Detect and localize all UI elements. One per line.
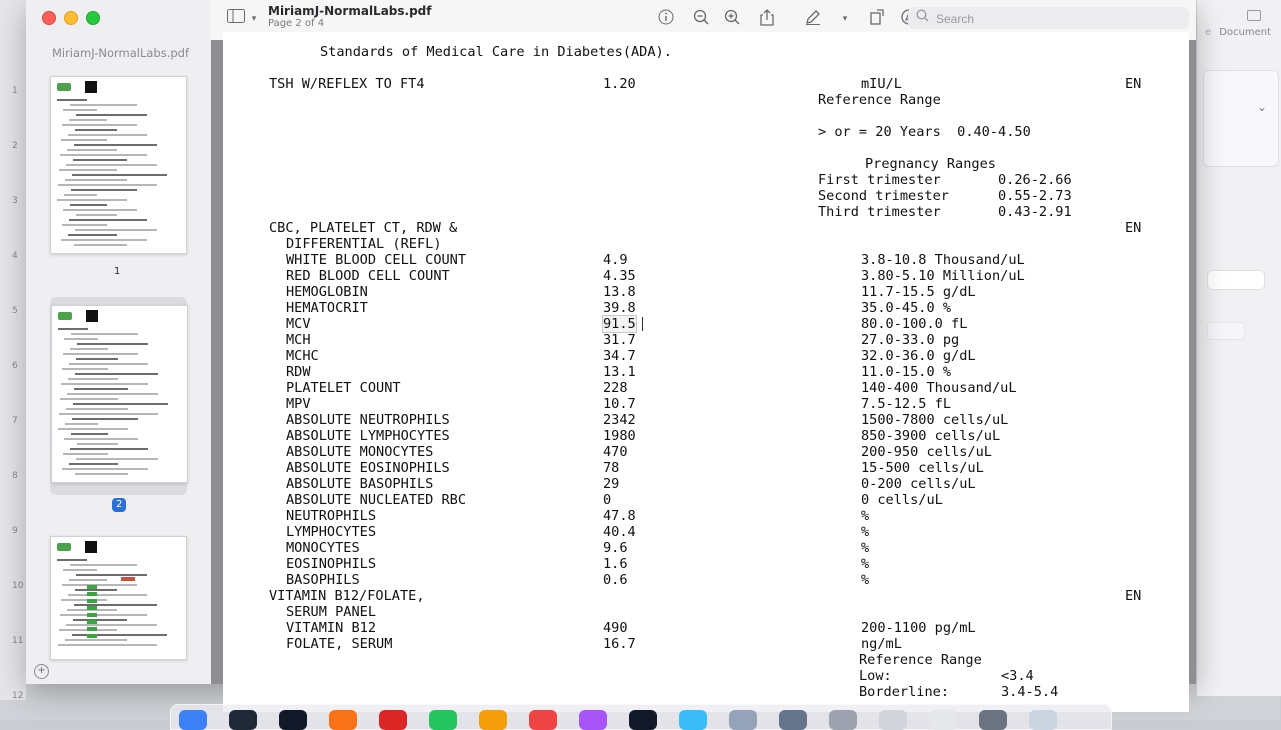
reference-range: ng/mL [861,636,902,652]
thumbnail-text-line [61,139,107,141]
test-name: ABSOLUTE NUCLEATED RBC [286,492,467,508]
thumbnail-text-line [62,224,107,226]
thumbnail-text-line [75,129,117,131]
test-name: LYMPHOCYTES [286,524,377,540]
background-line-number: 8 [12,471,18,481]
thumbnail-text-line [68,234,117,236]
lab-logo-icon [57,543,71,551]
thumbnail-text-line [68,134,147,136]
background-line-number: 11 [12,636,24,646]
reference-range: 3.8-10.8 Thousand/uL [861,252,1025,268]
reference-range-value: <3.4 [1001,668,1034,684]
thumbnail-text-line [62,584,137,586]
reference-range: % [861,540,870,556]
reference-range: 200-950 cells/uL [861,444,992,460]
thumbnail-text-line [67,393,158,395]
pregnancy-range-value: 0.26-2.66 [998,172,1072,188]
chevron-down-icon[interactable]: ⌄ [1256,100,1267,114]
thumbnail-text-line [62,468,148,470]
test-name: MCV [286,316,311,332]
test-name: HEMATOCRIT [286,300,368,316]
thumbnail-page-number: 1 [114,266,121,277]
background-window-label-fragment: e [1205,27,1212,38]
test-name: FOLATE, SERUM [286,636,393,652]
thumbnail-text-line [59,413,158,415]
thumbnail-text-line [77,443,118,445]
thumbnail-text-line [74,244,127,246]
window-layout-icon[interactable] [1247,10,1261,21]
test-name: ABSOLUTE NEUTROPHILS [286,412,450,428]
search-icon [916,9,929,25]
dock-app-icon[interactable] [729,710,757,730]
reference-range: 27.0-33.0 pg [861,332,960,348]
reference-range: 80.0-100.0 fL [861,316,968,332]
rotate-icon[interactable] [867,9,887,29]
thumbnail-text-line [70,348,108,350]
thumbnail-status-mark [87,634,97,638]
pregnancy-range-label: Third trimester [818,204,949,220]
thumbnail-text-line [72,418,138,420]
thumbnail-text-line [65,423,98,425]
test-value: 13.8 [603,284,636,300]
pregnancy-ranges-title: Pregnancy Ranges [865,156,996,172]
minimize-window-button[interactable] [64,11,78,25]
lab-logo-icon [58,312,72,320]
test-value: 13.1 [603,364,636,380]
reference-range-line: > or = 20 Years 0.40-4.50 [818,124,1031,140]
test-value: 78 [603,460,620,476]
test-name: TSH W/REFLEX TO FT4 [269,76,425,92]
test-value: 470 [603,444,628,460]
lab-code: EN [1125,588,1142,604]
test-value: 16.7 [603,636,636,652]
dock-app-icon[interactable] [979,710,1007,730]
thumbnail-text-line [64,194,97,196]
thumbnail-text-line [71,333,138,335]
thumbnail-text-line [63,109,97,111]
pregnancy-range-label: First trimester [818,172,949,188]
background-field[interactable] [1207,322,1245,340]
test-name: PLATELET COUNT [286,380,401,396]
thumbnail-text-line [75,589,117,591]
thumbnail-text-line [57,99,87,101]
panel-title: CBC, PLATELET CT, RDW & [269,220,458,236]
thumbnail-status-mark [87,592,97,596]
document-view[interactable] [211,40,1196,700]
reference-range: 35.0-45.0 % [861,300,952,316]
test-name: RDW [286,364,311,380]
thumbnail-text-line [64,438,138,440]
page-thumbnail-1[interactable] [50,72,187,282]
background-line-number: 5 [12,306,18,316]
thumbnail-text-line [76,458,158,460]
test-name: MCHC [286,348,319,364]
test-value: 4.9 [603,252,628,268]
dock-app-icon[interactable] [779,710,807,730]
thumbnail-text-line [69,119,107,121]
thumbnail-text-line [60,614,147,616]
background-panel [1203,70,1279,167]
thumbnail-text-line [63,453,108,455]
dock-app-icon[interactable] [879,710,907,730]
test-value: 29 [603,476,620,492]
info-icon[interactable] [656,9,676,29]
thumbnail-text-line [70,204,107,206]
dock-app-icon[interactable] [229,710,257,730]
dock-app-icon[interactable] [679,710,707,730]
test-value: 47.8 [603,508,636,524]
thumbnail-status-mark [87,585,97,589]
thumbnail-sidebar [26,0,212,684]
test-value: 10.7 [603,396,636,412]
thumbnail-text-line [75,229,157,231]
share-icon[interactable] [757,9,777,29]
test-value: 1.6 [603,556,628,572]
redaction-block [86,310,98,322]
test-value: 4.35 [603,268,636,284]
thumbnail-text-line [62,368,108,370]
pdf-page[interactable] [223,32,1189,712]
report-text-line: Standards of Medical Care in Diabetes(ADA). [320,44,672,60]
thumbnail-text-line [74,388,128,390]
test-name: BASOPHILS [286,572,360,588]
test-value: 1.20 [603,76,636,92]
reference-range-label: Borderline: [859,684,950,700]
reference-range: 7.5-12.5 fL [861,396,952,412]
reference-range: 15-500 cells/uL [861,460,984,476]
background-window-document-label[interactable]: Document [1219,27,1271,38]
test-name: ABSOLUTE EOSINOPHILS [286,460,450,476]
background-line-number: 9 [12,526,18,536]
close-window-button[interactable] [42,11,56,25]
thumbnail-text-line [57,199,127,201]
test-value: 91.5 [603,316,636,332]
test-name: VITAMIN B12 [286,620,377,636]
add-page-icon[interactable]: + [34,664,49,679]
background-line-number: 2 [12,141,18,151]
thumbnail-text-line [75,373,158,375]
reference-range: 0-200 cells/uL [861,476,976,492]
reference-range-value: 3.4-5.4 [1001,684,1059,700]
test-value: 9.6 [603,540,628,556]
preview-window [26,0,1196,700]
background-line-number: 7 [12,416,18,426]
thumbnail-text-line [66,164,157,166]
reference-range-title: Reference Range [818,92,941,108]
background-line-number: 1 [12,86,18,96]
thumbnail-text-line [72,174,167,176]
thumbnail-text-line [60,398,118,400]
window-controls [42,11,100,25]
dock-app-icon[interactable] [829,710,857,730]
page-thumbnail-image[interactable] [51,305,188,483]
thumbnail-text-line [71,189,137,191]
reference-range-title: Reference Range [859,652,982,668]
background-line-number: 4 [12,251,18,261]
lab-logo-icon [57,83,71,91]
redaction-block [85,541,97,553]
thumbnail-text-line [63,569,97,571]
reference-range: % [861,508,870,524]
thumbnail-text-line [74,144,157,146]
reference-range: 32.0-36.0 g/dL [861,348,976,364]
reference-range: % [861,572,870,588]
thumbnail-text-line [57,559,87,561]
test-value: 490 [603,620,628,636]
background-field[interactable] [1207,270,1265,290]
thumbnail-text-line [76,574,147,576]
panel-subtitle: DIFFERENTIAL (REFL) [286,236,442,252]
dock-app-icon[interactable] [179,710,207,730]
thumbnail-text-line [61,239,147,241]
redaction-block [85,81,97,93]
dock-app-icon[interactable] [279,710,307,730]
fullscreen-window-button[interactable] [86,11,100,25]
lab-code: EN [1125,76,1142,92]
test-unit: mIU/L [861,76,902,92]
thumbnail-text-line [65,639,127,641]
dock-app-icon[interactable] [579,710,607,730]
search-field[interactable] [908,7,1189,29]
thumbnail-page-number-selected: 2 [112,498,126,512]
dock-app-icon[interactable] [929,710,957,730]
pregnancy-range-value: 0.43-2.91 [998,204,1072,220]
reference-range: 140-400 Thousand/uL [861,380,1017,396]
thumbnail-text-line [68,594,147,596]
thumbnail-text-line [60,154,147,156]
thumbnail-text-line [76,114,147,116]
thumbnail-text-line [65,179,127,181]
panel-subtitle: SERUM PANEL [286,604,377,620]
sidebar-toggle-icon[interactable] [226,9,246,29]
thumbnail-text-line [69,463,118,465]
thumbnail-text-line [68,378,118,380]
thumbnail-text-line [58,428,128,430]
test-value: 1980 [603,428,636,444]
thumbnail-text-line [64,338,98,340]
search-input[interactable] [934,9,1178,29]
thumbnail-text-line [66,624,157,626]
reference-range: 200-1100 pg/mL [861,620,976,636]
test-value: 0.6 [603,572,628,588]
thumbnail-text-line [58,328,88,330]
lab-code: EN [1125,220,1142,236]
dock-app-icon[interactable] [479,710,507,730]
test-name: HEMOGLOBIN [286,284,368,300]
dock-app-icon[interactable] [329,710,357,730]
test-value: 39.8 [603,300,636,316]
chevron-down-icon[interactable]: ▾ [251,14,257,24]
thumbnail-text-line [61,383,148,385]
dock-app-icon[interactable] [629,710,657,730]
document-title: MiriamJ-NormalLabs.pdf [268,4,432,18]
thumbnail-status-mark [87,613,97,617]
thumbnail-text-line [58,644,157,646]
test-name: MCH [286,332,311,348]
thumbnail-status-mark [87,627,97,631]
test-name: MPV [286,396,311,412]
sidebar-document-title: MiriamJ-NormalLabs.pdf [51,46,190,60]
test-value: 31.7 [603,332,636,348]
thumbnail-text-line [70,104,137,106]
page-thumbnail-3[interactable] [50,534,187,658]
thumbnail-text-line [76,358,118,360]
test-value: 228 [603,380,628,396]
thumbnail-text-line [73,403,168,405]
reference-range-label: Low: [859,668,950,684]
thumbnail-text-line [75,473,128,475]
test-name: RED BLOOD CELL COUNT [286,268,450,284]
thumbnail-text-line [77,343,148,345]
thumbnail-status-mark [87,599,97,603]
thumbnail-text-line [70,564,137,566]
reference-range: % [861,556,870,572]
test-value: 0 [603,492,612,508]
pregnancy-range-label: Second trimester [818,188,949,204]
zoom-out-icon[interactable] [691,9,711,29]
thumbnail-text-line [70,448,148,450]
zoom-in-icon[interactable] [722,9,742,29]
dock-app-icon[interactable] [1029,710,1057,730]
background-line-number: 6 [12,361,18,371]
thumbnail-text-line [69,579,107,581]
pregnancy-range-value: 0.55-2.73 [998,188,1072,204]
thumbnail-text-line [59,169,117,171]
thumbnail-text-line [58,184,157,186]
reference-range: 11.0-15.0 % [861,364,952,380]
test-value: 34.7 [603,348,636,364]
dock-app-icon[interactable] [379,710,407,730]
page-thumbnail-2[interactable] [50,297,187,495]
reference-range: 3.80-5.10 Million/uL [861,268,1025,284]
background-window-right[interactable] [1196,0,1281,696]
dock [170,704,1112,730]
reference-range: 11.7-15.5 g/dL [861,284,976,300]
background-line-number: 3 [12,196,18,206]
test-name: MONOCYTES [286,540,360,556]
background-window-left [0,0,27,700]
test-value: 40.4 [603,524,636,540]
test-name: NEUTROPHILS [286,508,377,524]
thumbnail-text-line [69,219,147,221]
page-thumbnail-image[interactable] [50,536,187,660]
thumbnail-text-line [66,408,128,410]
text-cursor [642,317,643,331]
thumbnail-text-line [63,353,138,355]
reference-range: 850-3900 cells/uL [861,428,1001,444]
thumbnail-status-mark [87,606,97,610]
thumbnail-text-line [67,149,117,151]
thumbnail-text-line [76,214,117,216]
thumbnail-status-mark [87,620,97,624]
thumbnail-text-line [63,209,137,211]
chevron-down-icon[interactable]: ▾ [842,14,848,24]
dock-app-icon[interactable] [429,710,457,730]
test-name: ABSOLUTE MONOCYTES [286,444,434,460]
reference-range: 0 cells/uL [861,492,943,508]
page-indicator: Page 2 of 4 [268,18,325,29]
reference-range: % [861,524,870,540]
thumbnail-text-line [73,619,127,621]
reference-range: 1500-7800 cells/uL [861,412,1009,428]
thumbnail-text-line [69,363,148,365]
thumbnail-text-line [71,433,108,435]
panel-title: VITAMIN B12/FOLATE, [269,588,425,604]
test-name: ABSOLUTE BASOPHILS [286,476,434,492]
background-line-number: 10 [12,581,24,591]
test-name: WHITE BLOOD CELL COUNT [286,252,467,268]
test-name: EOSINOPHILS [286,556,377,572]
markup-pen-icon[interactable] [803,9,823,29]
background-line-number: 12 [12,691,24,701]
test-name: ABSOLUTE LYMPHOCYTES [286,428,450,444]
thumbnail-status-mark [121,577,135,581]
dock-app-icon[interactable] [529,710,557,730]
thumbnail-text-line [61,599,107,601]
thumbnail-text-line [73,159,127,161]
thumbnail-text-line [62,124,137,126]
test-value: 2342 [603,412,636,428]
page-thumbnail-image[interactable] [50,76,187,254]
